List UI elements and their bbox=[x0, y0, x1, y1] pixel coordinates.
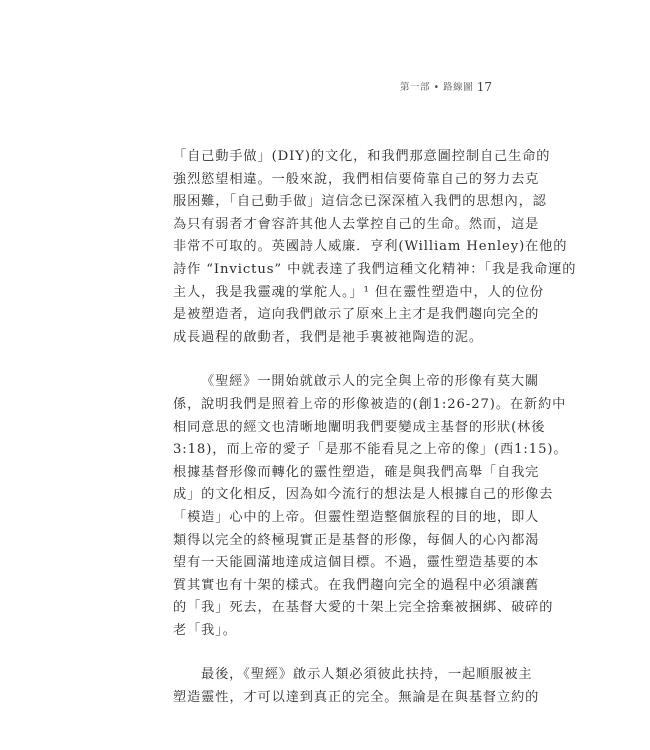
text-line: 強烈慾望相違。一般來說，我們相信要倚靠自己的努力去克 bbox=[173, 171, 540, 187]
text-line: 的「我」死去，在基督大愛的十架上完全捨棄被捆綁、破碎的 bbox=[173, 600, 554, 616]
text-line: 非常不可取的。英國詩人威廉．亨利(William Henley)在他的 bbox=[173, 239, 568, 255]
text-line: 相同意思的經文也清晰地闡明我們要變成主基督的形狀(林後 bbox=[173, 419, 546, 435]
body-text bbox=[173, 146, 577, 710]
paragraph-spacer bbox=[173, 642, 489, 664]
text-line: 「模造」心中的上帝。但靈性塑造整個旅程的目的地，即人 bbox=[173, 509, 540, 525]
text-line: 老「我」。 bbox=[173, 622, 237, 638]
text-line: 3:18)，而上帝的愛子「是那不能看見之上帝的像」(西1:15)。 bbox=[173, 442, 568, 458]
text-line: 質其實也有十架的樣式。在我們趨向完全的過程中必須讓舊 bbox=[173, 577, 540, 593]
text-line: 成長過程的啟動者，我們是祂手裏被祂陶造的泥。 bbox=[173, 329, 483, 345]
section-title: 第一部 • 路線圖 bbox=[400, 82, 474, 93]
text-line: 《聖經》一開始就啟示人的完全與上帝的形像有莫大關 bbox=[201, 374, 540, 390]
text-line: 詩作 “Invictus” 中就表達了我們這種文化精神：「我是我命運的 bbox=[173, 261, 577, 277]
paragraph-2 bbox=[173, 371, 568, 642]
paragraph-1 bbox=[173, 146, 577, 349]
text-line: 塑造靈性，才可以達到真正的完全。無論是在與基督立約的 bbox=[173, 690, 540, 706]
text-line: 係，說明我們是照着上帝的形像被造的(創1:26-27)。在新約中 bbox=[173, 396, 567, 412]
page-number: 17 bbox=[476, 80, 492, 94]
text-line: 根據基督形像而轉化的靈性塑造，確是與我們高舉「自我完 bbox=[173, 464, 540, 480]
running-head bbox=[400, 80, 492, 96]
text-line: 成」的文化相反，因為如今流行的想法是人根據自己的形像去 bbox=[173, 487, 554, 503]
text-line: 最後，《聖經》啟示人類必須彼此扶持，一起順服被主 bbox=[201, 667, 533, 683]
paragraph-3 bbox=[173, 664, 540, 709]
text-line: 類得以完全的終極現實正是基督的形像，每個人的心內都渴 bbox=[173, 532, 540, 548]
text-line: 服困難，「自己動手做」這信念已深深植入我們的思想內，認 bbox=[173, 194, 547, 210]
text-line: 為只有弱者才會容許其他人去掌控自己的生命。然而，這是 bbox=[173, 216, 540, 232]
text-line: 「自己動手做」(DIY)的文化，和我們那意圖控制自己生命的 bbox=[173, 149, 551, 164]
paragraph-spacer bbox=[173, 349, 489, 371]
text-line: 望有一天能圓滿地達成這個目標。不過，靈性塑造基要的本 bbox=[173, 555, 540, 571]
text-line: 是被塑造者，這向我們啟示了原來上主才是我們趨向完全的 bbox=[173, 307, 540, 323]
text-line: 主人，我是我靈魂的掌舵人。」¹ 但在靈性塑造中，人的位份 bbox=[173, 284, 544, 300]
